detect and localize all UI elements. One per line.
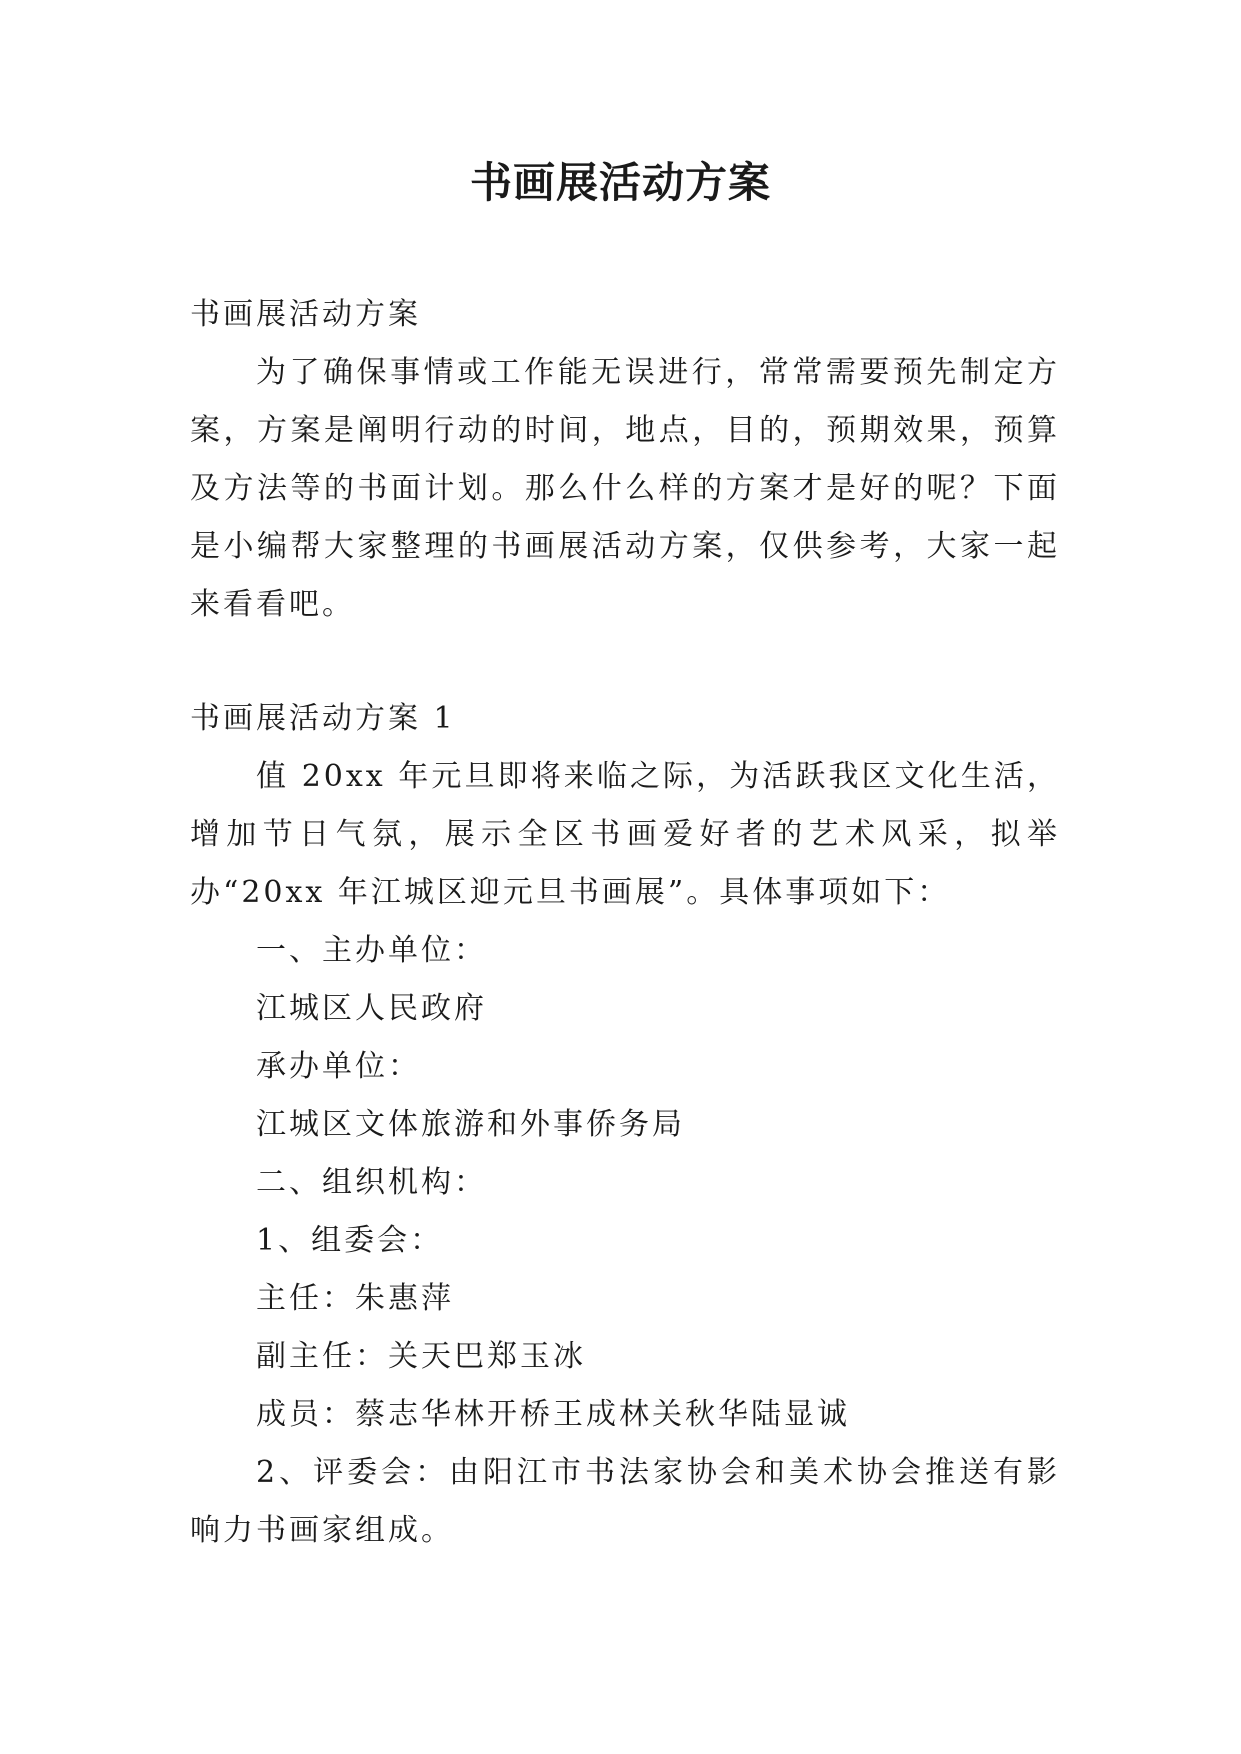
list-item: 二、组织机构： xyxy=(256,1165,487,1200)
list-item: 1、组委会： xyxy=(256,1223,444,1258)
section-spacer xyxy=(190,634,1060,690)
review-committee-paragraph: 2、评委会：由阳江市书法家协会和美术协会推送有影响力书画家组成。 xyxy=(190,1455,1060,1548)
document-body xyxy=(190,286,1060,1560)
section-heading: 书画展活动方案 1 xyxy=(190,701,456,736)
list-item: 江城区文体旅游和外事侨务局 xyxy=(256,1107,685,1142)
list-item: 一、主办单位： xyxy=(256,933,487,968)
intro-paragraph: 为了确保事情或工作能无误进行，常常需要预先制定方案，方案是阐明行动的时间，地点，目的，预期效果，预算及方法等的书面计划。那么什么样的方案才是好的呢？下面是小编帮大家整理的书画展活动方案，仅供参考，大家一起来看看吧。 xyxy=(190,355,1060,622)
document-title: 书画展活动方案 xyxy=(469,158,771,207)
list-item: 承办单位： xyxy=(256,1049,421,1084)
list-item: 主任：朱惠萍 xyxy=(256,1281,454,1316)
list-item: 副主任：关天巴郑玉冰 xyxy=(256,1339,586,1374)
list-item: 江城区人民政府 xyxy=(256,991,487,1026)
document-subtitle: 书画展活动方案 xyxy=(190,297,421,332)
list-item: 成员：蔡志华林开桥王成林关秋华陆显诚 xyxy=(256,1397,850,1432)
section-paragraph: 值 20xx 年元旦即将来临之际，为活跃我区文化生活，增加节日气氛，展示全区书画爱好者的艺术风采，拟举办“20xx 年江城区迎元旦书画展”。具体事项如下： xyxy=(190,759,1060,910)
